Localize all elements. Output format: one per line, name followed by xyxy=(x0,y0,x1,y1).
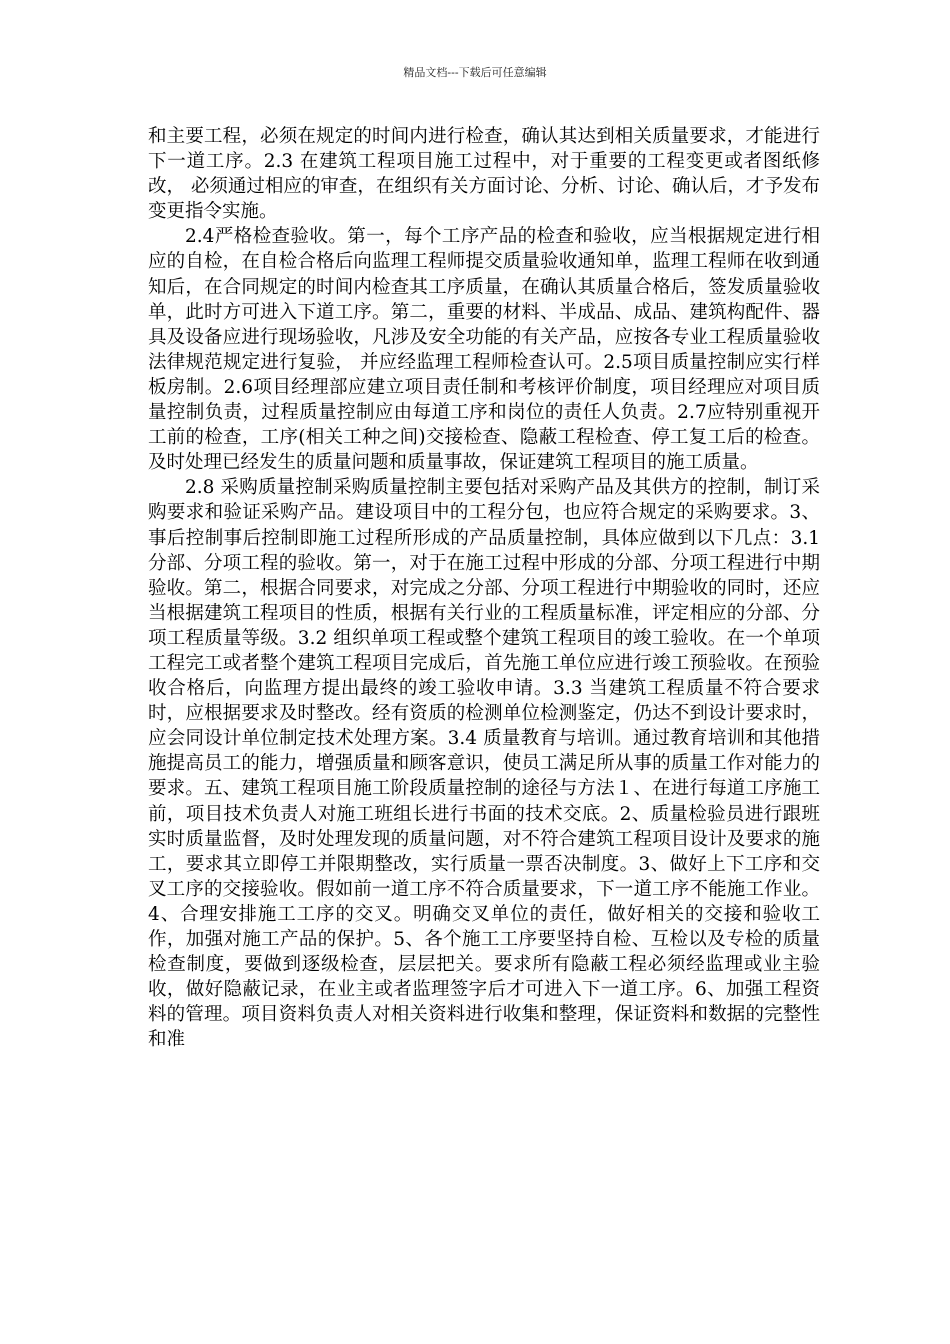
paragraph-3: 2.8 采购质量控制采购质量控制主要包括对采购产品及其供方的控制，制订采购要求和验证采购产品。建设项目中的工程分包，也应符合规定的采购要求。3、事后控制事后控制即施工过程所形成的产品质量控制，具体应做到以下几点：3.1 分部、分项工程的验收。第一，对于在施工过程中形成的分部、分项工程进行中期验收。第二，根据合同要求，对完成之分部、分项工程进行中期验收的同时，还应当根据建筑工程项目的性质，根据有关行业的工程质量标准，评定相应的分部、分项工程质量等级。3.2 组织单项工程或整个建筑工程项目的竣工验收。在一个单项工程完工或者整个建筑工程项目完成后，首先施工单位应进行竣工预验收。在预验收合格后，向监理方提出最终的竣工验收申请。3.3 当建筑工程质量不符合要求时，应根据要求及时整改。经有资质的检测单位检测鉴定，仍达不到设计要求时，应会同设计单位制定技术处理方案。3.4 质量教育与培训。通过教育培训和其他措施提高员工的能力，增强质量和顾客意识，使员工满足所从事的质量工作对能力的要求。五、建筑工程项目施工阶段质量控制的途径与方法１、在进行每道工序施工前，项目技术负责人对施工班组长进行书面的技术交底。2、质量检验员进行跟班实时质量监督，及时处理发现的质量问题，对不符合建筑工程项目设计及要求的施工，要求其立即停工并限期整改，实行质量一票否决制度。3、做好上下工序和交叉工序的交接验收。假如前一道工序不符合质量要求，下一道工序不能施工作业。4、合理安排施工工序的交叉。明确交叉单位的责任，做好相关的交接和验收工作，加强对施工产品的保护。5、各个施工工序要坚持自检、互检以及专检的质量检查制度，要做到逐级检查，层层把关。要求所有隐蔽工程必须经监理或业主验收，做好隐蔽记录，在业主或者监理签字后才可进入下一道工序。6、加强工程资料的管理。项目资料负责人对相关资料进行收集和整理，保证资料和数据的完整性和准 xyxy=(148,477,820,1051)
paragraph-1: 和主要工程，必须在规定的时间内进行检查，确认其达到相关质量要求，才能进行下一道工序。2.3 在建筑工程项目施工过程中，对于重要的工程变更或者图纸修改， 必须通过相应的审查，在组织有关方面讨论、分析、讨论、确认后，才予发布变更指令实施。 xyxy=(148,126,820,223)
page-header: 精品文档---下载后可任意编辑 xyxy=(403,66,547,79)
paragraph-2: 2.4严格检查验收。第一，每个工序产品的检查和验收，应当根据规定进行相应的自检，在自检合格后向监理工程师提交质量验收通知单，监理工程师在收到通知后，在合同规定的时间内检查其工序质量，在确认其质量合格后，签发质量验收单，此时方可进入下道工序。第二，重要的材料、半成品、成品、建筑构配件、器具及设备应进行现场验收，凡涉及安全功能的有关产品，应按各专业工程质量验收法律规范规定进行复验， 并应经监理工程师检查认可。2.5项目质量控制应实行样板房制。2.6项目经理部应建立项目责任制和考核评价制度，项目经理应对项目质量控制负责，过程质量控制应由每道工序和岗位的责任人负责。2.7应特别重视开工前的检查，工序(相关工种之间)交接检查、隐蔽工程检查、停工复工后的检查。及时处理已经发生的质量问题和质量事故，保证建筑工程项目的施工质量。 xyxy=(148,226,820,474)
document-body xyxy=(148,124,820,1052)
